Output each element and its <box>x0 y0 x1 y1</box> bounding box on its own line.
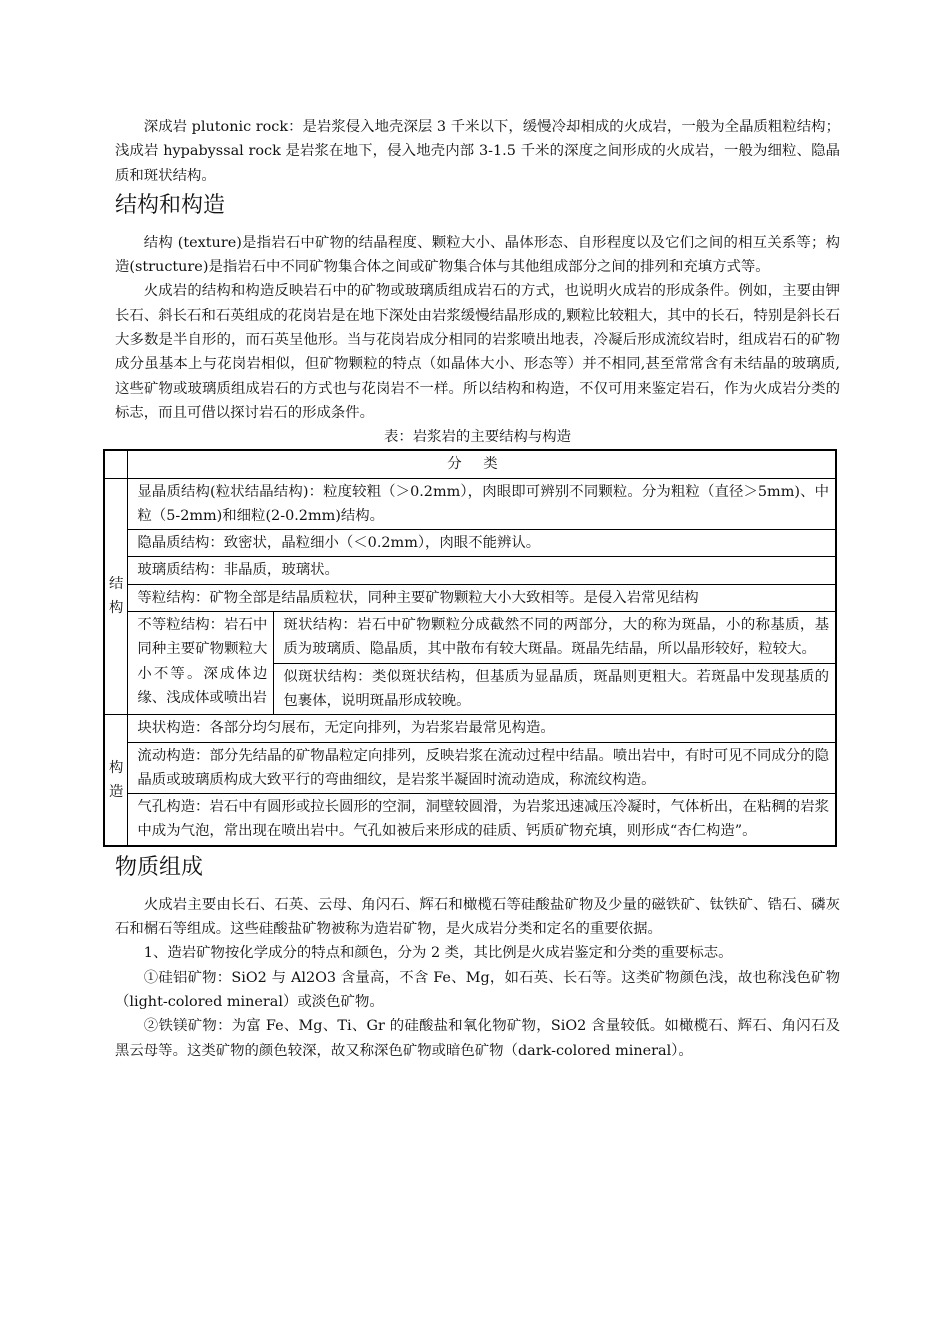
table-cell: 块状构造：各部分均匀展布，无定向排列，为岩浆岩最常见构造。 <box>128 715 836 742</box>
classification-paragraph: 1、造岩矿物按化学成分的特点和颜色，分为 2 类，其比例是火成岩鉴定和分类的重要标志。 <box>143 945 733 962</box>
construction-label-cell: 构造 <box>104 715 128 846</box>
table-cell: 气孔构造：岩石中有圆形或拉长圆形的空洞，洞壁较圆滑，为岩浆迅速减压冷凝时，气体析出，在粘稠的岩浆中成为气泡，常出现在喷出岩中。气孔如被后来形成的硅质、钙质矿物充填，则形成“杏仁构造”。 <box>128 794 836 846</box>
composition-paragraph: 火成岩主要由长石、石英、云母、角闪石、辉石和橄榄石等硅酸盐矿物及少量的磁铁矿、钛铁矿、锆石、磷灰石和榍石等组成。这些硅酸盐矿物被称为造岩矿物，是火成岩分类和定名的重要依据。 <box>115 896 840 938</box>
mafic-mineral-paragraph: ②铁镁矿物：为富 Fe、Mg、Ti、Gr 的硅酸盐和氧化物矿物，SiO2 含量较低。如橄榄石、辉石、角闪石及黑云母等。这类矿物的颜色较深，故又称深色矿物或暗色矿物（dark-colored mineral）。 <box>115 1018 840 1059</box>
table-row <box>104 557 836 584</box>
structure-definition-paragraph: 结构 (texture)是指岩石中矿物的结晶程度、颗粒大小、晶体形态、自形程度以及它们之间的相互关系等；构造(structure)是指岩石中不同矿物集合体之间或矿物集合体与其他组成部分之间的排列和充填方式等。 <box>115 234 840 276</box>
table-cell: 玻璃质结构：非晶质，玻璃状。 <box>128 557 836 584</box>
table-header-cell: 分类 <box>128 450 836 478</box>
table-row <box>104 478 836 530</box>
table-cell: 流动构造：部分先结晶的矿物晶粒定向排列，反映岩浆在流动过程中结晶。喷出岩中，有时可见不同成分的隐晶质或玻璃质构成大致平行的弯曲细纹，是岩浆半凝固时流动造成，称流纹构造。 <box>128 742 836 794</box>
table-row <box>104 794 836 846</box>
porphyritic-cell: 斑状结构：岩石中矿物颗粒分成截然不同的两部分，大的称为斑晶，小的称基质，基质为玻璃质、隐晶质，其中散布有较大斑晶。斑晶先结晶，所以晶形较好，粒较大。 <box>274 612 836 664</box>
structure-label-cell: 结构 <box>104 478 128 715</box>
section-title-structure: 结构和构造 <box>115 192 226 218</box>
section-title-composition: 物质组成 <box>115 854 204 880</box>
table-cell: 等粒结构：矿物全部是结晶质粒状，同种主要矿物颗粒大小大致相等。是侵入岩常见结构 <box>128 584 836 611</box>
structure-significance-paragraph: 火成岩的结构和构造反映岩石中的矿物或玻璃质组成岩石的方式，也说明火成岩的形成条件。例如，主要由钾长石、斜长石和石英组成的花岗岩是在地下深处由岩浆缓慢结晶形成的,颗粒比较粗大，其中的长石，特别是斜长石大多数是半自形的，而石英呈他形。当与花岗岩成分相同的岩浆喷出地表，冷凝后形成流纹岩时，组成岩石的矿物成分虽基本上与花岗岩相似，但矿物颗粒的特点（如晶体大小、形态等）并不相同,甚至常常含有未结晶的玻璃质,这些矿物或玻璃质组成岩石的方式也与花岗岩不一样。所以结构和构造，不仅可用来鉴定岩石，作为火成岩分类的标志，而且可借以探讨岩石的形成条件。 <box>115 283 840 421</box>
table-caption: 表：岩浆岩的主要结构与构造 <box>383 429 572 446</box>
table-row <box>104 612 836 664</box>
table-corner-cell <box>104 450 128 478</box>
table-row <box>104 584 836 611</box>
document-page <box>109 115 840 1063</box>
table-row <box>104 715 836 742</box>
table-row <box>104 530 836 557</box>
table-row <box>104 742 836 794</box>
table-cell: 显晶质结构(粒状结晶结构)：粒度较粗（＞0.2mm），肉眼即可辨别不同颗粒。分为粗粒（直径＞5mm)、中粒（5-2mm)和细粒(2-0.2mm)结构。 <box>128 478 836 530</box>
felsic-mineral-paragraph: ①硅铝矿物：SiO2 与 Al2O3 含量高，不含 Fe、Mg，如石英、长石等。这类矿物颜色浅，故也称浅色矿物（light-colored mineral）或淡色矿物。 <box>115 969 840 1010</box>
unequal-grain-cell: 不等粒结构：岩石中同种主要矿物颗粒大小不等。深成体边缘、浅成体或喷出岩 <box>128 612 274 715</box>
intro-paragraph: 深成岩 plutonic rock：是岩浆侵入地壳深层 3 千米以下，缓慢冷却相成的火成岩，一般为全晶质粗粒结构；浅成岩 hypabyssal rock 是岩浆在地下，侵入地壳内部 3-1.5 千米的深度之间形成的火成岩，一般为细粒、隐晶质和斑状结构。 <box>115 119 840 184</box>
rock-structure-table <box>103 449 837 846</box>
table-cell: 隐晶质结构：致密状，晶粒细小（＜0.2mm），肉眼不能辨认。 <box>128 530 836 557</box>
porphyroid-cell: 似斑状结构：类似斑状结构，但基质为显晶质，斑晶则更粗大。若斑晶中发现基质的包裹体，说明斑晶形成较晚。 <box>274 663 836 715</box>
table-header-row <box>104 450 836 478</box>
